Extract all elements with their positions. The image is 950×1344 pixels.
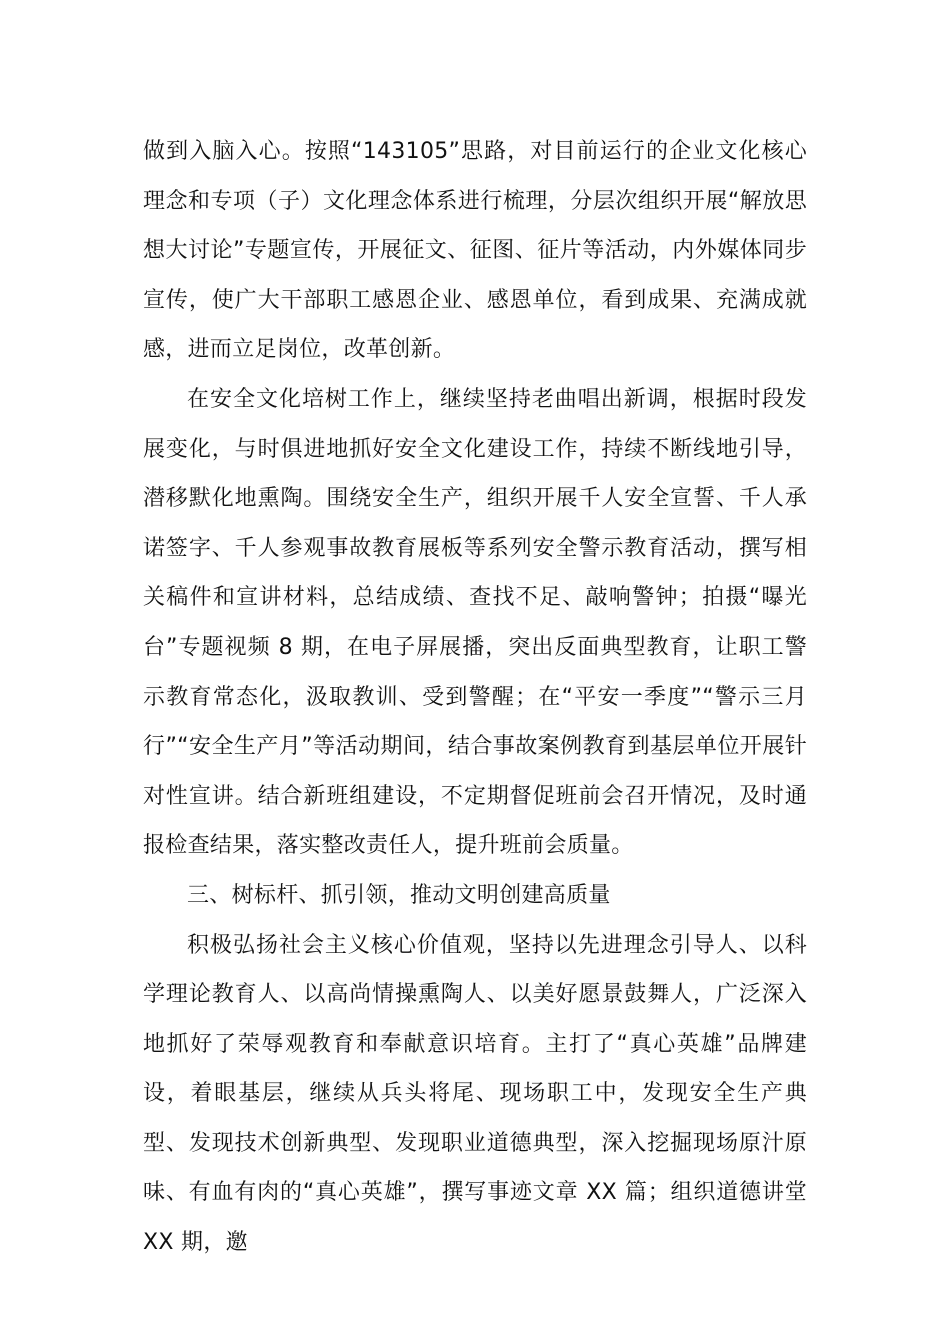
document-body	[143, 127, 807, 1268]
paragraph-civilization: 积极弘扬社会主义核心价值观，坚持以先进理念引导人、以科学理论教育人、以高尚情操熏陶人、以美好愿景鼓舞人，广泛深入地抓好了荣辱观教育和奉献意识培育。主打了“真心英雄”品牌建设，着眼基层，继续从兵头将尾、现场职工中，发现安全生产典型、发现技术创新典型、发现职业道德典型，深入挖掘现场原汁原味、有血有肉的“真心英雄”，撰写事迹文章 XX 篇；组织道德讲堂 XX 期，邀	[143, 932, 807, 1256]
paragraph-continuation: 做到入脑入心。按照“143105”思路，对目前运行的企业文化核心理念和专项（子）文化理念体系进行梳理，分层次组织开展“解放思想大讨论”专题宣传，开展征文、征图、征片等活动，内外媒体同步宣传，使广大干部职工感恩企业、感恩单位，看到成果、充满成就感，进而立足岗位，改革创新。	[143, 139, 807, 363]
paragraph-safety-culture: 在安全文化培树工作上，继续坚持老曲唱出新调，根据时段发展变化，与时俱进地抓好安全文化建设工作，持续不断线地引导，潜移默化地熏陶。围绕安全生产，组织开展千人安全宣誓、千人承诺签字、千人参观事故教育展板等系列安全警示教育活动，撰写相关稿件和宣讲材料，总结成绩、查找不足、敲响警钟；拍摄“曝光台”专题视频 8 期，在电子屏展播，突出反面典型教育，让职工警示教育常态化，汲取教训、受到警醒；在“平安一季度”“警示三月行”“安全生产月”等活动期间，结合事故案例教育到基层单位开展针对性宣讲。结合新班组建设，不定期督促班前会召开情况，及时通报检查结果，落实整改责任人，提升班前会质量。	[143, 386, 807, 859]
section-heading: 三、树标杆、抓引领，推动文明创建高质量	[187, 882, 611, 908]
